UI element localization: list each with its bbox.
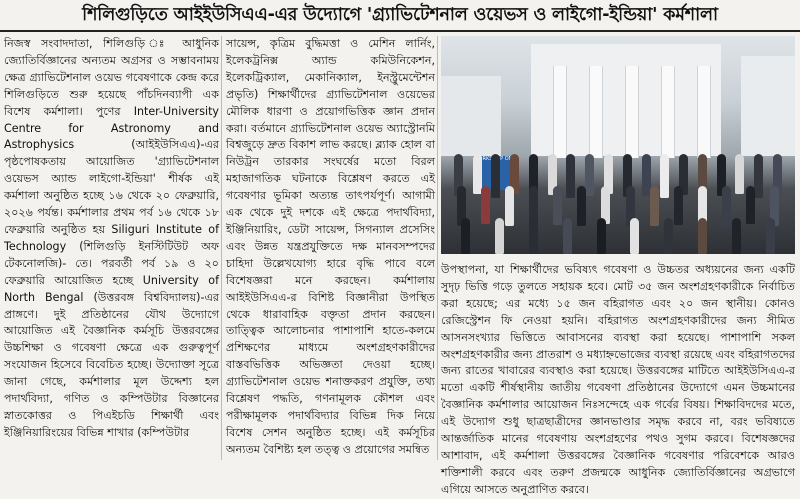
group-photo bbox=[441, 36, 795, 254]
article-text-col3: উপস্থাপনা, যা শিক্ষার্থীদের ভবিষ্যৎ গবেষণা ও উচ্চতর অধ্যয়নের জন্য একটি সুদৃঢ় ভিত্তি গড়ে তুলতে সহায়ক হবে। মোট ৩৫ জন অংশগ্রহণকারীকে নির্বাচিত করা হয়েছে; এর মধ্যে ১৫ জন বহিরাগত এবং ২০ জন স্থানীয়। কোনও রেজিস্ট্রেশন ফি নেওয়া হয়নি। বহিরাগত অংশগ্রহণকারীদের জন্য সীমিত আসনসংখ্যার ভিত্তিতে আবাসনের ব্যবস্থা করা হয়েছে। পাশাপাশি সকল অংশগ্রহণকারীর জন্য প্রাতরাশ ও মধ্যাহ্নভোজের ব্যবস্থা রয়েছে এবং বহিরাগতদের জন্য রাতের খাবারের ব্যবস্থাও করা হয়েছে। উত্তরবঙ্গের মাটিতে আইইউসিএএ-র মতো একটি শীর্ষস্থানীয় জাতীয় গবেষণা প্রতিষ্ঠানের উদ্যোগে এমন উচ্চমানের বৈজ্ঞানিক কর্মশালার আয়োজন নিঃসন্দেহে এক গর্বের বিষয়। শিক্ষাবিদদের মতে, এই উদ্যোগ শুধু ছাত্রছাত্রীদের জ্ঞানভাণ্ডার সমৃদ্ধ করবে না, বরং ভবিষ্যতে আন্তর্জাতিক মানের গবেষণায় অংশগ্রহণের পথও সুগম করবে। বিশেষজ্ঞদের আশাবাদ, এই কর্মশালা উত্তরবঙ্গের বৈজ্ঞানিক গবেষণার পরিবেশকে আরও শক্তিশালী করবে এবং তরুণ প্রজন্মকে আধুনিক জ্যোতির্বিজ্ঞানের অগ্রভাগে এগিয়ে আসতে অনুপ্রাণিত করবে। bbox=[441, 263, 795, 496]
article-text-col1: নিজস্ব সংবাদদাতা, শিলিগুড়ি ঃ আধুনিক জ্যোতির্বিজ্ঞানের অন্যতম অগ্রসর ও সম্ভাবনাময় ক্ষেত্র গ্র্যাভিটেশনাল ওয়েভ গবেষণাকে কেন্দ্র করে শিলিগুড়িতে শুরু হয়েছে পাঁচদিনব্যাপী এক বিশেষ কর্মশালা। পুণের Inter-University Centre for Astronomy and Astrophysics (আইইউসিএএ)-এর পৃষ্ঠপোষকতায় আয়োজিত 'গ্র্যাভিটেশনাল ওয়েভস অ্যান্ড লাইগো-ইন্ডিয়া' শীর্ষক এই কর্মশালা অনুষ্ঠিত হচ্ছে ১৬ থেকে ২০ ফেব্রুয়ারি, ২০২৬ পর্যন্ত। কর্মশালার প্রথম পর্ব ১৬ থেকে ১৮ ফেব্রুয়ারি অনুষ্ঠিত হয় Siliguri Institute of Technology (শিলিগুড়ি ইনস্টিটিউট অফ টেকনোলজি)- তে। পরবর্তী পর্ব ১৯ ও ২০ ফেব্রুয়ারি আয়োজিত হচ্ছে University of North Bengal (উত্তরবঙ্গ বিশ্ববিদ্যালয়)-এর প্রাঙ্গণে। দুই প্রতিষ্ঠানের যৌথ উদ্যোগে আয়োজিত এই বৈজ্ঞানিক কর্মসূচি উত্তরবঙ্গের উচ্চশিক্ষা ও গবেষণা ক্ষেত্রে এক গুরুত্বপূর্ণ সংযোজন হিসেবে বিবেচিত হচ্ছে। উদ্যোক্তা সূত্রে জানা গেছে, কর্মশালার মূল উদ্দেশ্য হল পদার্থবিদ্যা, গণিত ও কম্পিউটার বিজ্ঞানের স্নাতকোত্তর ও পিএইচডি শিক্ষার্থী এবং ইঞ্জিনিয়ারিংয়ের বিভিন্ন শাখার (কম্পিউটার bbox=[4, 37, 219, 439]
headline-bar bbox=[0, 0, 800, 32]
column-divider bbox=[221, 36, 222, 460]
headline: শিলিগুড়িতে আইইউসিএএ-এর উদ্যোগে 'গ্র্যাভিটেশনাল ওয়েভস ও লাইগো-ইন্ডিয়া' কর্মশালা bbox=[82, 5, 718, 25]
article-column-2 bbox=[226, 36, 435, 465]
banner-text: WORKSHOP ON bbox=[473, 156, 513, 162]
article-column-1 bbox=[4, 36, 219, 465]
crowd-front-row bbox=[449, 218, 787, 254]
article-text-col2: সায়েন্স, কৃত্রিম বুদ্ধিমত্তা ও মেশিন লার্নিং, ইলেকট্রনিক্স অ্যান্ড কমিউনিকেশন, ইলেকট্রিক্যাল, মেকানিক্যাল, ইনস্ট্রুমেন্টেশন প্রভৃতি) শিক্ষার্থীদের গ্র্যাভিটেশনাল ওয়েভের মৌলিক ধারণা ও প্রয়োগভিত্তিক জ্ঞান প্রদান করা। বর্তমানে গ্র্যাভিটেশনাল ওয়েভ অ্যাস্ট্রোনমি বিশ্বজুড়ে দ্রুত বিকাশ লাভ করছে। ব্ল্যাক হোল বা নিউট্রন তারকার সংঘর্ষের মতো বিরল মহাজাগতিক ঘটনাকে বিশ্লেষণ করতে এই গবেষণার ভূমিকা অত্যন্ত তাৎপর্যপূর্ণ। আগামী এক থেকে দুই দশকে এই ক্ষেত্রে পদার্থবিদ্যা, ইঞ্জিনিয়ারিং, ডেটা সায়েন্স, সিগন্যাল প্রসেসিং এবং উন্নত যন্ত্রপ্রযুক্তিতে দক্ষ মানবসম্পদের চাহিদা উল্লেখযোগ্য হারে বৃদ্ধি পাবে বলে বিশেষজ্ঞরা মনে করছেন। কর্মশালায় আইইউসিএএ-র বিশিষ্ট বিজ্ঞানীরা উপস্থিত থেকে ধারাবাহিক বক্তৃতা প্রদান করছেন। তাত্ত্বিক আলোচনার পাশাপাশি হাতে-কলমে প্রশিক্ষণের মাধ্যমে অংশগ্রহণকারীদের বাস্তবভিত্তিক অভিজ্ঞতা দেওয়া হচ্ছে। গ্র্যাভিটেশনাল ওয়েভ শনাক্তকরণ প্রযুক্তি, তথ্য বিশ্লেষণ পদ্ধতি, গণনামূলক কৌশল এবং পরীক্ষামূলক পদার্থবিদ্যার বিভিন্ন দিক নিয়ে বিশেষ সেশন অনুষ্ঠিত হচ্ছে। এই কর্মসূচির অন্যতম বৈশিষ্ট্য হল তত্ত্ব ও প্রয়োগের সমন্বিত bbox=[226, 37, 435, 456]
column-divider bbox=[437, 36, 438, 460]
article-column-3 bbox=[441, 262, 795, 496]
